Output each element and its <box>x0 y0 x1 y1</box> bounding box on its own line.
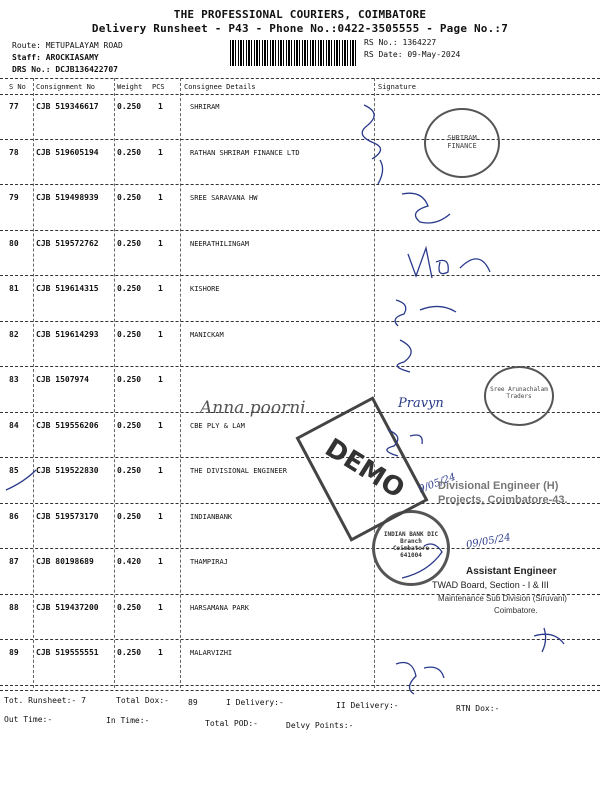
drs-number: DRS No.: DCJB136422707 <box>12 65 118 74</box>
row-weight: 0.250 <box>117 102 142 111</box>
signature-stroke <box>387 430 422 456</box>
rs-number: RS No.: 1364227 <box>364 38 437 47</box>
row-consignee: THE DIVISIONAL ENGINEER <box>190 467 287 475</box>
signature-stroke <box>408 248 490 278</box>
row-sno: 78 <box>9 147 19 157</box>
row-sno: 85 <box>9 466 19 475</box>
row-weight: 0.420 <box>117 557 142 566</box>
signature-stroke <box>378 160 383 184</box>
signature-stroke <box>402 193 450 223</box>
row-consignment-no: CJB 1507974 <box>36 375 89 384</box>
asst-engineer-stamp: Coimbatore. <box>494 606 538 615</box>
row-sno: 86 <box>9 511 19 521</box>
row-consignee: MANICKAM <box>190 330 224 339</box>
row-consignment-no: CJB 519555551 <box>36 648 99 657</box>
col-header-weight: Weight <box>117 83 143 91</box>
row-consignee: CBE PLY & LAM <box>190 421 245 430</box>
row-consignee: MALARVIZHI <box>190 649 233 657</box>
runsheet-subtitle: Delivery Runsheet - P43 - Phone No.:0422-3505555 - Page No.:7 <box>91 22 509 35</box>
row-sno: 88 <box>9 602 19 612</box>
row-consignee: SREE SARAVANA HW <box>190 194 258 202</box>
row-weight: 0.250 <box>117 420 142 430</box>
signature-stroke <box>395 300 456 326</box>
signature-stroke <box>362 105 380 159</box>
row-weight: 0.250 <box>117 375 142 384</box>
total-pod: Total POD:- <box>205 719 258 728</box>
seal-text: Sree Arunachalam Traders <box>490 386 548 400</box>
row-weight: 0.250 <box>117 648 142 657</box>
row-pcs: 1 <box>158 375 163 384</box>
col-header-consignment: Consignment No <box>36 83 96 91</box>
signature-stroke <box>396 663 444 695</box>
row-consignee: SHRIRAM <box>190 103 220 111</box>
demo-text: DEMO <box>319 432 410 505</box>
handwritten-date: 9/05/24 <box>417 471 458 496</box>
row-consignment-no: CJB 519346617 <box>36 102 99 111</box>
signature-stroke <box>534 628 564 652</box>
row-consignment-no: CJB 519556206 <box>36 420 99 430</box>
staff-label: Staff: AROCKIASAMY <box>12 53 99 62</box>
total-dox-value: 89 <box>188 698 198 707</box>
signature-stroke <box>397 340 411 372</box>
rs-date: RS Date: 09-May-2024 <box>364 50 461 59</box>
row-weight: 0.250 <box>117 466 142 475</box>
row-pcs: 1 <box>158 557 163 566</box>
handwritten-name: Anna poorni <box>200 398 306 418</box>
row-consignee: HARSAMANA PARK <box>190 603 250 612</box>
row-consignment-no: CJB 519437200 <box>36 602 99 612</box>
row-consignment-no: CJB 519498939 <box>36 193 99 202</box>
row-consignment-no: CJB 519614315 <box>36 284 99 293</box>
ii-delivery: II Delivery:- <box>336 701 399 710</box>
asst-engineer-stamp: Assistant Engineer <box>466 566 557 577</box>
row-weight: 0.250 <box>117 284 142 293</box>
row-consignee: THAMPIRAJ <box>190 558 228 566</box>
row-pcs: 1 <box>158 102 163 111</box>
row-sno: 79 <box>9 193 19 202</box>
row-pcs: 1 <box>158 147 163 157</box>
row-sno: 84 <box>9 420 19 430</box>
signature-stroke <box>402 544 442 578</box>
seal-text: SHRIRAM FINANCE <box>447 134 477 150</box>
route-label: Route: METUPALAYAM ROAD <box>12 41 123 50</box>
row-consignee: INDIANBANK <box>190 512 233 521</box>
col-header-consignee: Consignee Details <box>184 83 256 91</box>
row-sno: 77 <box>9 102 19 111</box>
row-pcs: 1 <box>158 284 163 293</box>
row-sno: 89 <box>9 648 19 657</box>
row-sno: 83 <box>9 375 19 384</box>
row-pcs: 1 <box>158 420 163 430</box>
div-engineer-stamp: Projects, Coimbatore-43. <box>438 494 568 506</box>
row-consignment-no: CJB 519572762 <box>36 238 99 248</box>
row-consignment-no: CJB 519522830 <box>36 466 99 475</box>
row-consignment-no: CJB 519614293 <box>36 329 99 339</box>
div-engineer-stamp: Divisional Engineer (H) <box>438 480 559 492</box>
row-consignment-no: CJB 80198689 <box>36 557 94 566</box>
row-weight: 0.250 <box>117 511 142 521</box>
row-weight: 0.250 <box>117 193 142 202</box>
row-pcs: 1 <box>158 329 163 339</box>
asst-engineer-stamp: TWAD Board, Section - I & III <box>432 580 549 590</box>
row-pcs: 1 <box>158 648 163 657</box>
row-sno: 87 <box>9 557 19 566</box>
out-time: Out Time:- <box>4 715 53 724</box>
in-time: In Time:- <box>106 716 150 725</box>
col-header-signature: Signature <box>378 83 416 91</box>
signature-stroke <box>6 470 36 490</box>
row-weight: 0.250 <box>117 602 142 612</box>
row-sno: 82 <box>9 329 19 339</box>
row-consignee: RATHAN SHRIRAM FINANCE LTD <box>190 148 300 157</box>
row-consignee: NEERATHILINGAM <box>190 239 250 248</box>
row-sno: 81 <box>9 284 19 293</box>
page-title: THE PROFESSIONAL COURIERS, COIMBATORE <box>173 8 427 21</box>
i-delivery: I Delivery:- <box>226 698 284 707</box>
tot-runsheet: Tot. Runsheet:- 7 <box>4 696 86 705</box>
handwritten-date: 09/05/24 <box>465 532 512 551</box>
row-pcs: 1 <box>158 193 163 202</box>
row-consignment-no: CJB 519605194 <box>36 147 99 157</box>
handwritten-pravyn: Pravyn <box>398 396 444 411</box>
row-consignment-no: CJB 519573170 <box>36 511 99 521</box>
row-consignee: KISHORE <box>190 285 220 293</box>
col-header-pcs: PCS <box>152 83 165 91</box>
seal-text: INDIAN BANK DIC Branch Coimbatore 641004 <box>383 531 439 559</box>
row-pcs: 1 <box>158 466 163 475</box>
asst-engineer-stamp: Maintenance Sub Division (Siruvani) <box>438 594 567 603</box>
delvy-points: Delvy Points:- <box>286 721 354 730</box>
row-weight: 0.250 <box>117 329 142 339</box>
col-header-sno: S No <box>9 83 26 91</box>
row-pcs: 1 <box>158 238 163 248</box>
row-weight: 0.250 <box>117 238 142 248</box>
row-weight: 0.250 <box>117 147 142 157</box>
rtn-dox: RTN Dox:- <box>456 704 500 713</box>
row-sno: 80 <box>9 238 19 248</box>
row-pcs: 1 <box>158 511 163 521</box>
total-dox-label: Total Dox:- <box>116 696 169 705</box>
row-pcs: 1 <box>158 602 163 612</box>
